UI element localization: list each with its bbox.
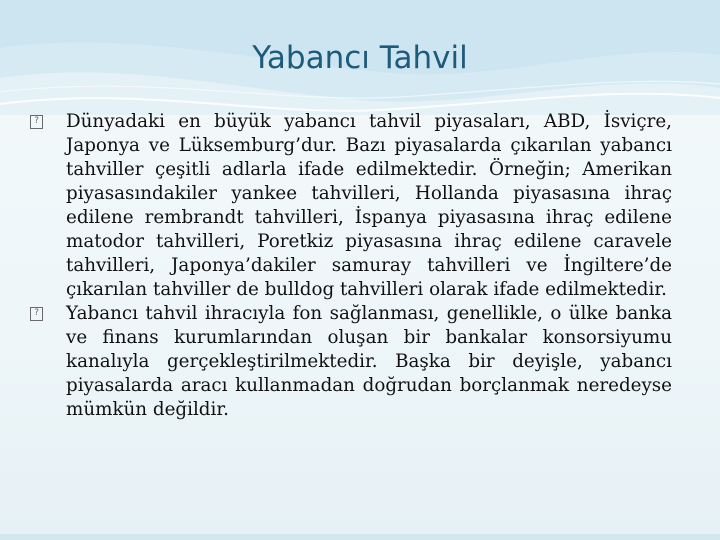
- square-bullet-icon: ?: [30, 307, 43, 321]
- square-bullet-icon: ?: [30, 115, 43, 129]
- bullet-paragraph-1: [30, 110, 672, 302]
- slide-title: Yabancı Tahvil: [252, 40, 468, 76]
- paragraph-text: Dünyadaki en büyük yabancı tahvil piyasaları, ABD, İsviçre, Japonya ve Lüksemburg’dur. Bazı piyasalarda çıkarılan yabancı tahviller çeşitli adlarla ifade edilmektedir. Örneğin; Amerikan piyasasındakiler yankee tahvilleri, Hollanda piyasasına ihraç edilene rembrandt tahvilleri, İspanya piyasasına ihraç edilene matodor tahvilleri, Poretkiz piyasasına ihraç edilene caravele tahvilleri, Japonya’dakiler samuray tahvilleri ve İngiltere’de çıkarılan tahviller de bulldog tahvilleri olarak ifade edilmektedir.: [66, 111, 672, 300]
- slide-body: [30, 110, 672, 422]
- paragraph-text: Yabancı tahvil ihracıyla fon sağlanması, genellikle, o ülke banka ve finans kurumlarından oluşan bir bankalar konsorsiyumu kanalıyla gerçekleştirilmektedir. Başka bir deyişle, yabancı piyasalarda aracı kullanmadan doğrudan borçlanmak neredeyse mümkün değildir.: [66, 303, 672, 420]
- footer-strip: [0, 534, 720, 540]
- bullet-paragraph-2: [30, 302, 672, 422]
